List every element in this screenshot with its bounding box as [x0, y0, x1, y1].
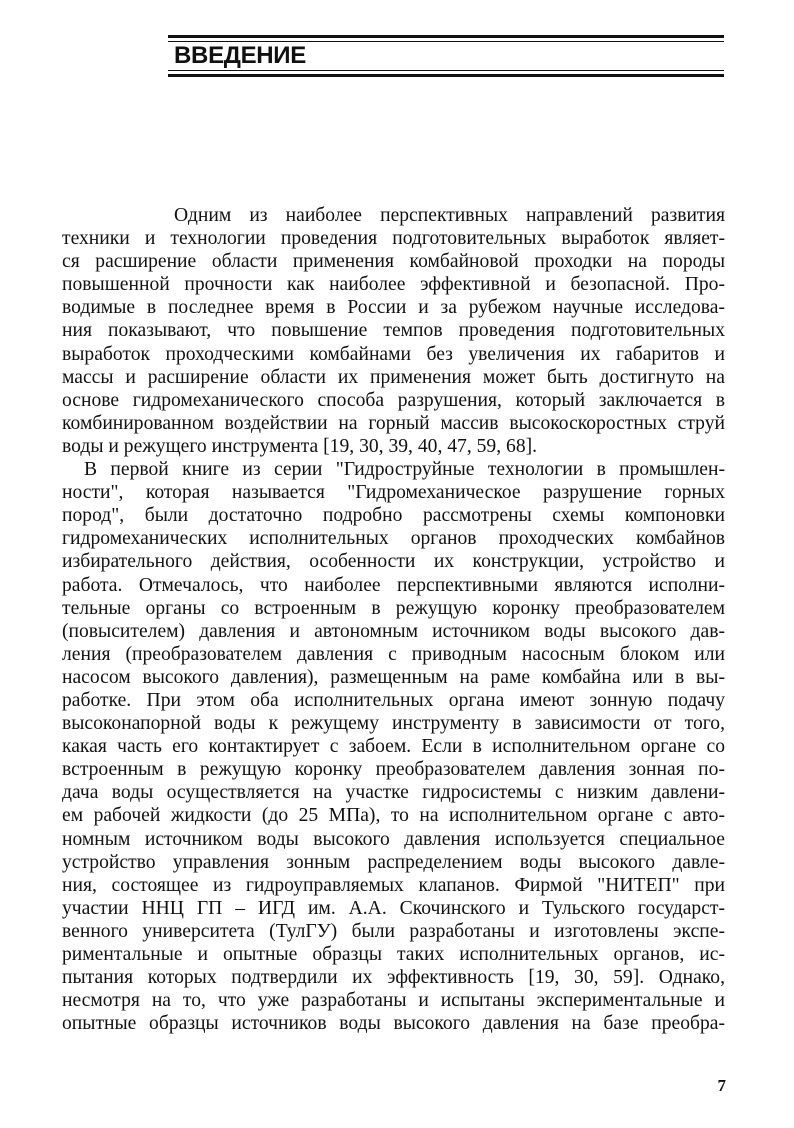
- text-line: тельные органы со встроенным в режущую коронку преобразователем: [62, 597, 725, 619]
- text-line: водимые в последнее время в России и за рубежом научные исследова-: [62, 297, 725, 319]
- section-header: [168, 30, 724, 82]
- text-line: ся расширение области применения комбайновой проходки на породы: [62, 251, 725, 273]
- text-line: гидромеханических исполнительных органов проходческих комбайнов: [62, 528, 725, 550]
- text-line: ем рабочей жидкости (до 25 МПа), то на исполнительном органе с авто-: [62, 805, 725, 827]
- body-text: [62, 204, 725, 1035]
- text-line: повышенной прочности как наиболее эффективной и безопасной. Про-: [62, 274, 725, 296]
- text-line: ления (преобразователем давления с приводным насосным блоком или: [62, 643, 725, 665]
- text-line: какая часть его контактирует с забоем. Если в исполнительном органе со: [62, 736, 725, 758]
- text-line: воды и режущего инструмента [19, 30, 39, 40, 47, 59, 68].: [62, 435, 538, 457]
- text-line: В первой книге из серии "Гидроструйные технологии в промышлен-: [84, 459, 725, 481]
- paragraph-1: [62, 204, 725, 458]
- section-title: ВВЕДЕНИЕ: [174, 42, 306, 69]
- text-line: комбинированном воздействии на горный массив высокоскоростных струй: [62, 412, 725, 434]
- text-line: номным источником воды высокого давления используется специальное: [62, 828, 725, 850]
- text-line: встроенным в режущую коронку преобразователем давления зонная по-: [62, 759, 725, 781]
- text-line: венного университета (ТулГУ) были разработаны и изготовлены экспе-: [62, 920, 725, 942]
- header-rule-top-thick: [168, 35, 724, 38]
- text-line: устройство управления зонным распределением воды высокого давле-: [62, 851, 725, 873]
- text-line: ния, состоящее из гидроуправляемых клапанов. Фирмой "НИТЕП" при: [62, 874, 725, 896]
- text-line: опытные образцы источников воды высокого давления на базе преобра-: [62, 1013, 725, 1035]
- text-line: участии ННЦ ГП – ИГД им. А.А. Скочинского и Тульского государст-: [62, 897, 725, 919]
- text-line: ности", которая называется "Гидромеханическое разрушение горных: [62, 482, 725, 504]
- text-line: пытания которых подтвердили их эффективность [19, 30, 59]. Однако,: [62, 967, 725, 989]
- text-line: насосом высокого давления), размещенным на раме комбайна или в вы-: [62, 666, 725, 688]
- text-line: выработок проходческими комбайнами без увеличения их габаритов и: [62, 343, 725, 365]
- page-number: 7: [717, 1076, 726, 1095]
- text-line: избирательного действия, особенности их конструкции, устройство и: [62, 551, 725, 573]
- text-line: (повысителем) давления и автономным источником воды высокого дав-: [62, 620, 725, 642]
- text-line: ния показывают, что повышение темпов проведения подготовительных: [62, 320, 725, 342]
- paragraph-2: [62, 458, 725, 1035]
- header-rule-bottom-thin: [168, 70, 724, 71]
- header-rule-bottom-thick: [168, 74, 724, 77]
- text-line: работа. Отмечалось, что наиболее перспективными являются исполни-: [62, 574, 725, 596]
- text-line: высоконапорной воды к режущему инструменту в зависимости от того,: [62, 713, 725, 735]
- text-line: несмотря на то, что уже разработаны и испытаны экспериментальные и: [62, 990, 725, 1012]
- text-line: дача воды осуществляется на участке гидросистемы с низким давлени-: [62, 782, 725, 804]
- text-line: риментальные и опытные образцы таких исполнительных органов, ис-: [62, 944, 725, 965]
- text-line: работке. При этом оба исполнительных органа имеют зонную подачу: [62, 689, 725, 711]
- text-line: пород", были достаточно подробно рассмотрены схемы компоновки: [62, 505, 725, 527]
- text-line: массы и расширение области их применения может быть достигнуто на: [62, 366, 725, 388]
- text-line: Одним из наиболее перспективных направлений развития: [174, 205, 725, 226]
- text-line: основе гидромеханического способа разрушения, который заключается в: [62, 389, 725, 411]
- text-line: техники и технологии проведения подготовительных выработок являет-: [62, 228, 725, 250]
